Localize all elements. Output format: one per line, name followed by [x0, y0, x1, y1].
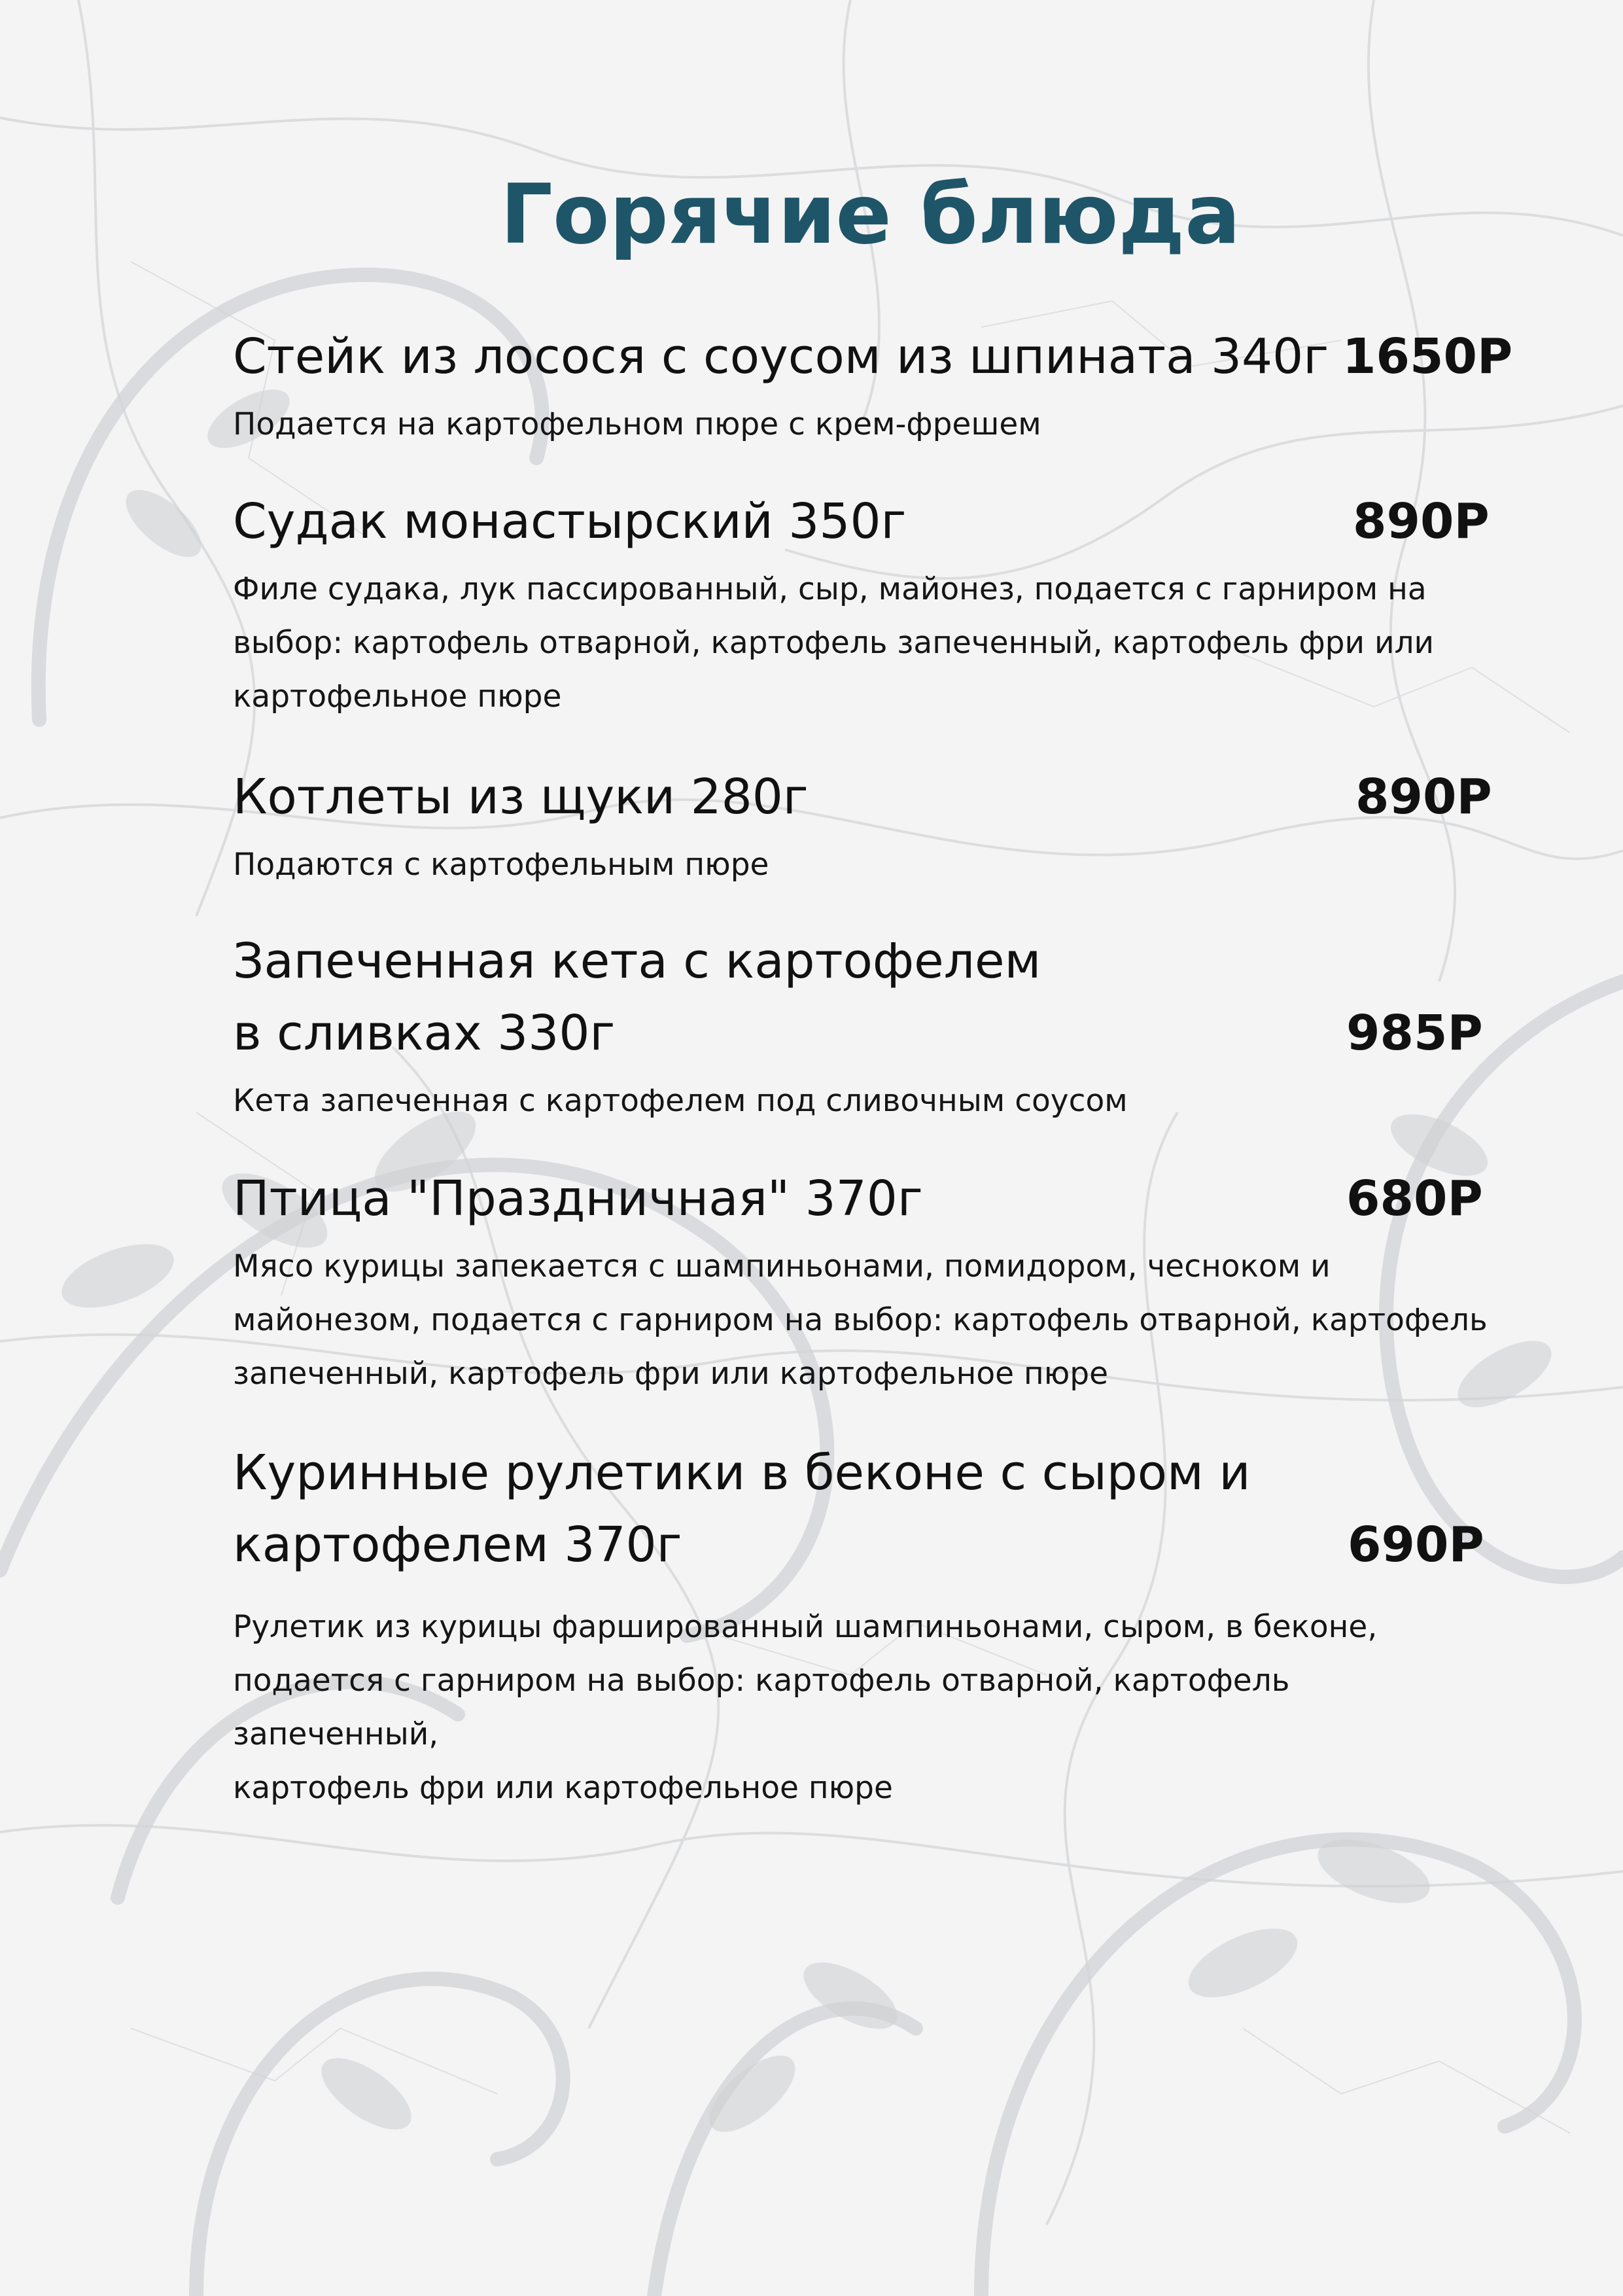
dish-description: Подаются с картофельным пюре	[233, 847, 769, 883]
dish-description: картофельное пюре	[233, 679, 562, 715]
page-title: Горячие блюда	[500, 166, 1241, 262]
menu-item	[233, 761, 1502, 892]
dish-price: 690Р	[1348, 1517, 1484, 1573]
dish-description: картофель фри или картофельное пюре	[233, 1770, 893, 1806]
dish-name: в сливках 330г	[233, 1005, 616, 1061]
dish-price: 1650Р	[1342, 328, 1513, 385]
dish-name: Куринные рулетики в беконе с сыром и	[233, 1445, 1251, 1501]
dish-price: 890Р	[1355, 769, 1492, 825]
dish-description: Мясо курицы запекается с шампиньонами, помидором, чесноком и	[233, 1248, 1331, 1284]
dish-name: Котлеты из щуки 280г	[233, 769, 809, 825]
dish-price: 890Р	[1353, 493, 1490, 550]
dish-name: Стейк из лосося с соусом из шпината 340г	[233, 328, 1329, 385]
dish-description: Подается на картофельном пюре с крем-фрешем	[233, 406, 1041, 442]
dish-description: майонезом, подается с гарниром на выбор: картофель отварной, картофель	[233, 1302, 1488, 1338]
dish-description: Кета запеченная с картофелем под сливочным соусом	[233, 1083, 1128, 1119]
dish-name: Судак монастырский 350г	[233, 493, 907, 550]
menu-item	[233, 321, 1513, 451]
menu-item	[233, 925, 1502, 1128]
dish-price: 680Р	[1346, 1171, 1483, 1227]
dish-description: Рулетик из курицы фаршированный шампиньонами, сыром, в беконе,	[233, 1609, 1378, 1645]
dish-price: 985Р	[1346, 1005, 1483, 1061]
menu-item	[233, 486, 1502, 724]
dish-name: картофелем 370г	[233, 1517, 682, 1573]
dish-description: запеченный, картофель фри или картофельное пюре	[233, 1356, 1109, 1392]
dish-description: подается с гарниром на выбор: картофель отварной, картофель запеченный,	[233, 1663, 1290, 1752]
menu-item	[233, 1163, 1502, 1401]
dish-name: Птица "Праздничная" 370г	[233, 1171, 923, 1227]
dish-description: Филе судака, лук пассированный, сыр, майонез, подается с гарниром на	[233, 571, 1427, 607]
dish-name: Запеченная кета с картофелем	[233, 933, 1041, 989]
dish-description: выбор: картофель отварной, картофель запеченный, картофель фри или	[233, 625, 1435, 661]
menu-item	[233, 1437, 1502, 1815]
